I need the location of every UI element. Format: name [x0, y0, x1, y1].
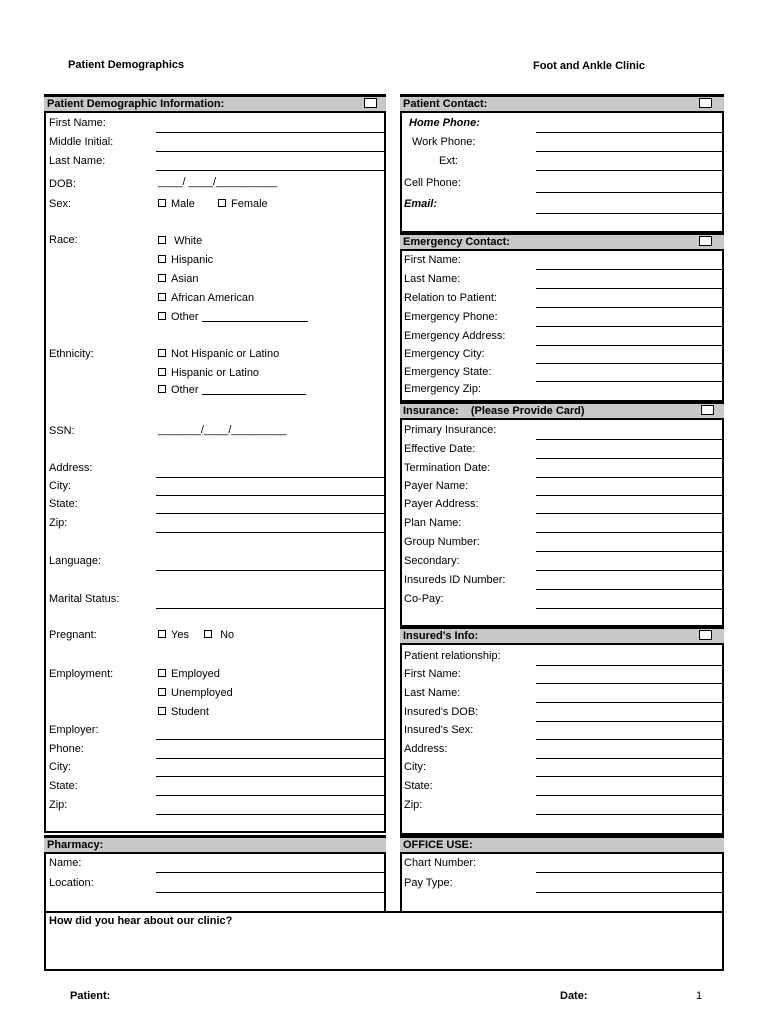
insured-address-label: Address:: [404, 743, 448, 755]
employment-option-student[interactable]: [158, 706, 209, 719]
work-phone-label: Work Phone:: [412, 136, 476, 148]
checkbox-icon: [158, 293, 166, 301]
demographic-header: [44, 95, 386, 113]
employment-option-employed[interactable]: [158, 668, 220, 681]
plan-name-label: Plan Name:: [404, 517, 462, 529]
checkbox-icon: [158, 368, 166, 376]
emergency-last-name-label: Last Name:: [404, 273, 461, 285]
co-pay-label: Co-Pay:: [404, 593, 444, 605]
cell-phone-label: Cell Phone:: [404, 177, 461, 189]
clinic-name: Foot and Ankle Clinic: [533, 60, 646, 72]
insureds-id-field[interactable]: [536, 589, 722, 590]
email-label: Email:: [404, 198, 438, 210]
page-number: 1: [696, 990, 703, 1002]
employer-city-label: City:: [49, 761, 71, 773]
checkbox-icon: [158, 707, 166, 715]
office-use-title: OFFICE USE:: [403, 839, 473, 851]
checkbox-icon: [158, 255, 166, 263]
pay-type-label: Pay Type:: [404, 877, 453, 889]
ethnicity-label: Ethnicity:: [49, 348, 94, 360]
checkbox-icon: [158, 669, 166, 677]
employment-option-unemployed[interactable]: [158, 687, 233, 700]
insured-sex-label: Insured's Sex:: [404, 724, 474, 736]
co-pay-field[interactable]: [536, 608, 722, 609]
demographic-checkbox[interactable]: [364, 98, 377, 108]
sex-female-label: Female: [231, 198, 268, 210]
checkbox-icon: [158, 385, 166, 393]
insured-city-label: City:: [404, 761, 426, 773]
zip-field[interactable]: [156, 532, 384, 533]
race-option-african-american[interactable]: [158, 292, 254, 305]
race-option-label: Other: [171, 311, 199, 323]
ext-label: Ext:: [439, 155, 458, 167]
emergency-state-label: Emergency State:: [404, 366, 492, 378]
insured-last-name-label: Last Name:: [404, 687, 461, 699]
city-label: City:: [49, 480, 71, 492]
email-field[interactable]: [536, 213, 722, 214]
ssn-label: SSN:: [49, 425, 75, 437]
marital-status-label: Marital Status:: [49, 593, 120, 605]
emergency-state-field[interactable]: [536, 381, 722, 382]
insured-first-name-field[interactable]: [536, 683, 722, 684]
checkbox-icon: [158, 199, 166, 207]
insurance-checkbox[interactable]: [701, 405, 714, 415]
dob-field[interactable]: ____/ ____/__________: [158, 176, 278, 188]
insured-dob-field[interactable]: [536, 721, 722, 722]
emergency-phone-field[interactable]: [536, 326, 722, 327]
pregnant-yes-option[interactable]: [158, 629, 189, 642]
emergency-first-name-label: First Name:: [404, 254, 461, 266]
marital-status-field[interactable]: [156, 608, 384, 609]
insured-state-field[interactable]: [536, 795, 722, 796]
sex-female-option[interactable]: [218, 198, 268, 211]
emergency-city-field[interactable]: [536, 363, 722, 364]
payer-address-label: Payer Address:: [404, 498, 479, 510]
zip-label: Zip:: [49, 517, 68, 529]
secondary-label: Secondary:: [404, 555, 460, 567]
patient-signature-label: Patient:: [70, 990, 111, 1002]
insured-info-checkbox[interactable]: [699, 630, 712, 640]
last-name-field[interactable]: [156, 170, 384, 171]
race-option-label: Asian: [171, 273, 199, 285]
emergency-relation-field[interactable]: [536, 307, 722, 308]
race-option-label: White: [174, 235, 203, 247]
pregnant-no-label: No: [220, 629, 235, 641]
race-label: Race:: [49, 234, 78, 246]
insured-state-label: State:: [404, 780, 433, 792]
checkbox-icon: [218, 199, 226, 207]
ethnicity-option-label: Not Hispanic or Latino: [171, 348, 280, 360]
pharmacy-name-field[interactable]: [156, 872, 384, 873]
termination-date-label: Termination Date:: [404, 462, 491, 474]
insured-first-name-label: First Name:: [404, 668, 461, 680]
checkbox-icon: [158, 312, 166, 320]
emergency-phone-label: Emergency Phone:: [404, 311, 498, 323]
emergency-address-field[interactable]: [536, 345, 722, 346]
chart-number-field[interactable]: [536, 872, 722, 873]
checkbox-icon: [158, 236, 166, 244]
insured-zip-label: Zip:: [404, 799, 423, 811]
pregnant-no-option[interactable]: [204, 629, 234, 642]
checkbox-icon: [204, 630, 212, 638]
insured-zip-field[interactable]: [536, 814, 722, 815]
emergency-contact-checkbox[interactable]: [699, 236, 712, 246]
race-option-label: African American: [171, 292, 255, 304]
insurance-title: Insurance: (Please Provide Card): [403, 405, 585, 417]
first-name-field[interactable]: [156, 132, 384, 133]
payer-name-label: Payer Name:: [404, 480, 469, 492]
sex-male-option[interactable]: [158, 198, 195, 211]
primary-insurance-label: Primary Insurance:: [404, 424, 497, 436]
home-phone-field[interactable]: [536, 132, 722, 133]
middle-initial-field[interactable]: [156, 151, 384, 152]
insured-last-name-field[interactable]: [536, 702, 722, 703]
language-field[interactable]: [156, 570, 384, 571]
payer-address-field[interactable]: [536, 513, 722, 514]
checkbox-icon: [158, 349, 166, 357]
secondary-field[interactable]: [536, 570, 722, 571]
employer-state-label: State:: [49, 780, 78, 792]
sex-male-label: Male: [171, 198, 195, 210]
ethnicity-option-label: Hispanic or Latino: [171, 367, 260, 379]
insured-dob-label: Insured's DOB:: [404, 706, 479, 718]
employer-state-field[interactable]: [156, 795, 384, 796]
emergency-zip-label: Emergency Zip:: [404, 383, 482, 395]
patient-contact-checkbox[interactable]: [699, 98, 712, 108]
work-phone-field[interactable]: [536, 151, 722, 152]
insurance-header: [400, 402, 724, 420]
employer-zip-field[interactable]: [156, 814, 384, 815]
pharmacy-name-label: Name:: [49, 857, 82, 869]
ethnicity-other-field[interactable]: [202, 384, 306, 395]
race-option-hispanic[interactable]: [158, 254, 213, 267]
emergency-address-label: Emergency Address:: [404, 330, 506, 342]
city-field[interactable]: [156, 495, 384, 496]
state-label: State:: [49, 498, 78, 510]
insured-address-field[interactable]: [536, 758, 722, 759]
race-option-label: Hispanic: [171, 254, 214, 266]
emergency-contact-header: [400, 233, 724, 251]
effective-date-label: Effective Date:: [404, 443, 476, 455]
employment-option-label: Employed: [171, 668, 220, 680]
race-option-white[interactable]: [158, 235, 202, 248]
middle-initial-label: Middle Initial:: [49, 136, 114, 148]
termination-date-field[interactable]: [536, 477, 722, 478]
employer-zip-label: Zip:: [49, 799, 68, 811]
primary-insurance-field[interactable]: [536, 439, 722, 440]
employment-option-label: Unemployed: [171, 687, 233, 699]
ethnicity-option-label: Other: [171, 384, 199, 396]
insured-info-header: [400, 627, 724, 645]
address-label: Address:: [49, 462, 93, 474]
ethnicity-option-hispanic[interactable]: [158, 367, 259, 380]
patient-contact-title: Patient Contact:: [403, 98, 488, 110]
last-name-label: Last Name:: [49, 155, 106, 167]
language-label: Language:: [49, 555, 101, 567]
referral-question: How did you hear about our clinic?: [49, 915, 233, 927]
page-title: Patient Demographics: [68, 59, 185, 71]
employer-field[interactable]: [156, 739, 384, 740]
state-field[interactable]: [156, 513, 384, 514]
ethnicity-option-not-hispanic[interactable]: [158, 348, 279, 361]
patient-relationship-label: Patient relationship:: [404, 650, 501, 662]
cell-phone-field[interactable]: [536, 192, 722, 193]
group-number-field[interactable]: [536, 551, 722, 552]
date-label: Date:: [560, 990, 588, 1002]
pregnant-yes-label: Yes: [171, 629, 189, 641]
demographic-title: Patient Demographic Information:: [47, 98, 225, 110]
pharmacy-location-field[interactable]: [156, 892, 384, 893]
patient-contact-header: [400, 95, 724, 113]
ssn-field[interactable]: _______/____/_________: [158, 424, 287, 436]
employer-label: Employer:: [49, 724, 99, 736]
pharmacy-location-label: Location:: [49, 877, 94, 889]
emergency-relation-label: Relation to Patient:: [404, 292, 497, 304]
race-other-field[interactable]: [202, 311, 308, 322]
checkbox-icon: [158, 688, 166, 696]
insured-city-field[interactable]: [536, 776, 722, 777]
dob-label: DOB:: [49, 178, 76, 190]
ethnicity-option-other[interactable]: [158, 384, 306, 397]
home-phone-label: Home Phone:: [409, 117, 480, 129]
employment-label: Employment:: [49, 668, 114, 680]
pregnant-label: Pregnant:: [49, 629, 97, 641]
chart-number-label: Chart Number:: [404, 857, 477, 869]
sex-label: Sex:: [49, 198, 72, 210]
employer-city-field[interactable]: [156, 776, 384, 777]
employer-phone-field[interactable]: [156, 758, 384, 759]
group-number-label: Group Number:: [404, 536, 480, 548]
ext-field[interactable]: [536, 170, 722, 171]
checkbox-icon: [158, 274, 166, 282]
emergency-first-name-field[interactable]: [536, 269, 722, 270]
payer-name-field[interactable]: [536, 495, 722, 496]
effective-date-field[interactable]: [536, 458, 722, 459]
address-field[interactable]: [156, 477, 384, 478]
demographic-section: [44, 94, 386, 833]
emergency-contact-title: Emergency Contact:: [403, 236, 510, 248]
office-use-header: [400, 836, 724, 854]
plan-name-field[interactable]: [536, 532, 722, 533]
first-name-label: First Name:: [49, 117, 106, 129]
emergency-last-name-field[interactable]: [536, 288, 722, 289]
race-option-asian[interactable]: [158, 273, 199, 286]
employment-option-label: Student: [171, 706, 209, 718]
insureds-id-label: Insureds ID Number:: [404, 574, 506, 586]
pharmacy-title: Pharmacy:: [47, 839, 104, 851]
pharmacy-header: [44, 836, 386, 854]
insured-sex-field[interactable]: [536, 739, 722, 740]
insured-info-title: Insured's Info:: [403, 630, 479, 642]
emergency-city-label: Emergency City:: [404, 348, 485, 360]
race-option-other[interactable]: [158, 311, 308, 324]
employer-phone-label: Phone:: [49, 743, 84, 755]
pay-type-field[interactable]: [536, 892, 722, 893]
checkbox-icon: [158, 630, 166, 638]
patient-relationship-field[interactable]: [536, 665, 722, 666]
